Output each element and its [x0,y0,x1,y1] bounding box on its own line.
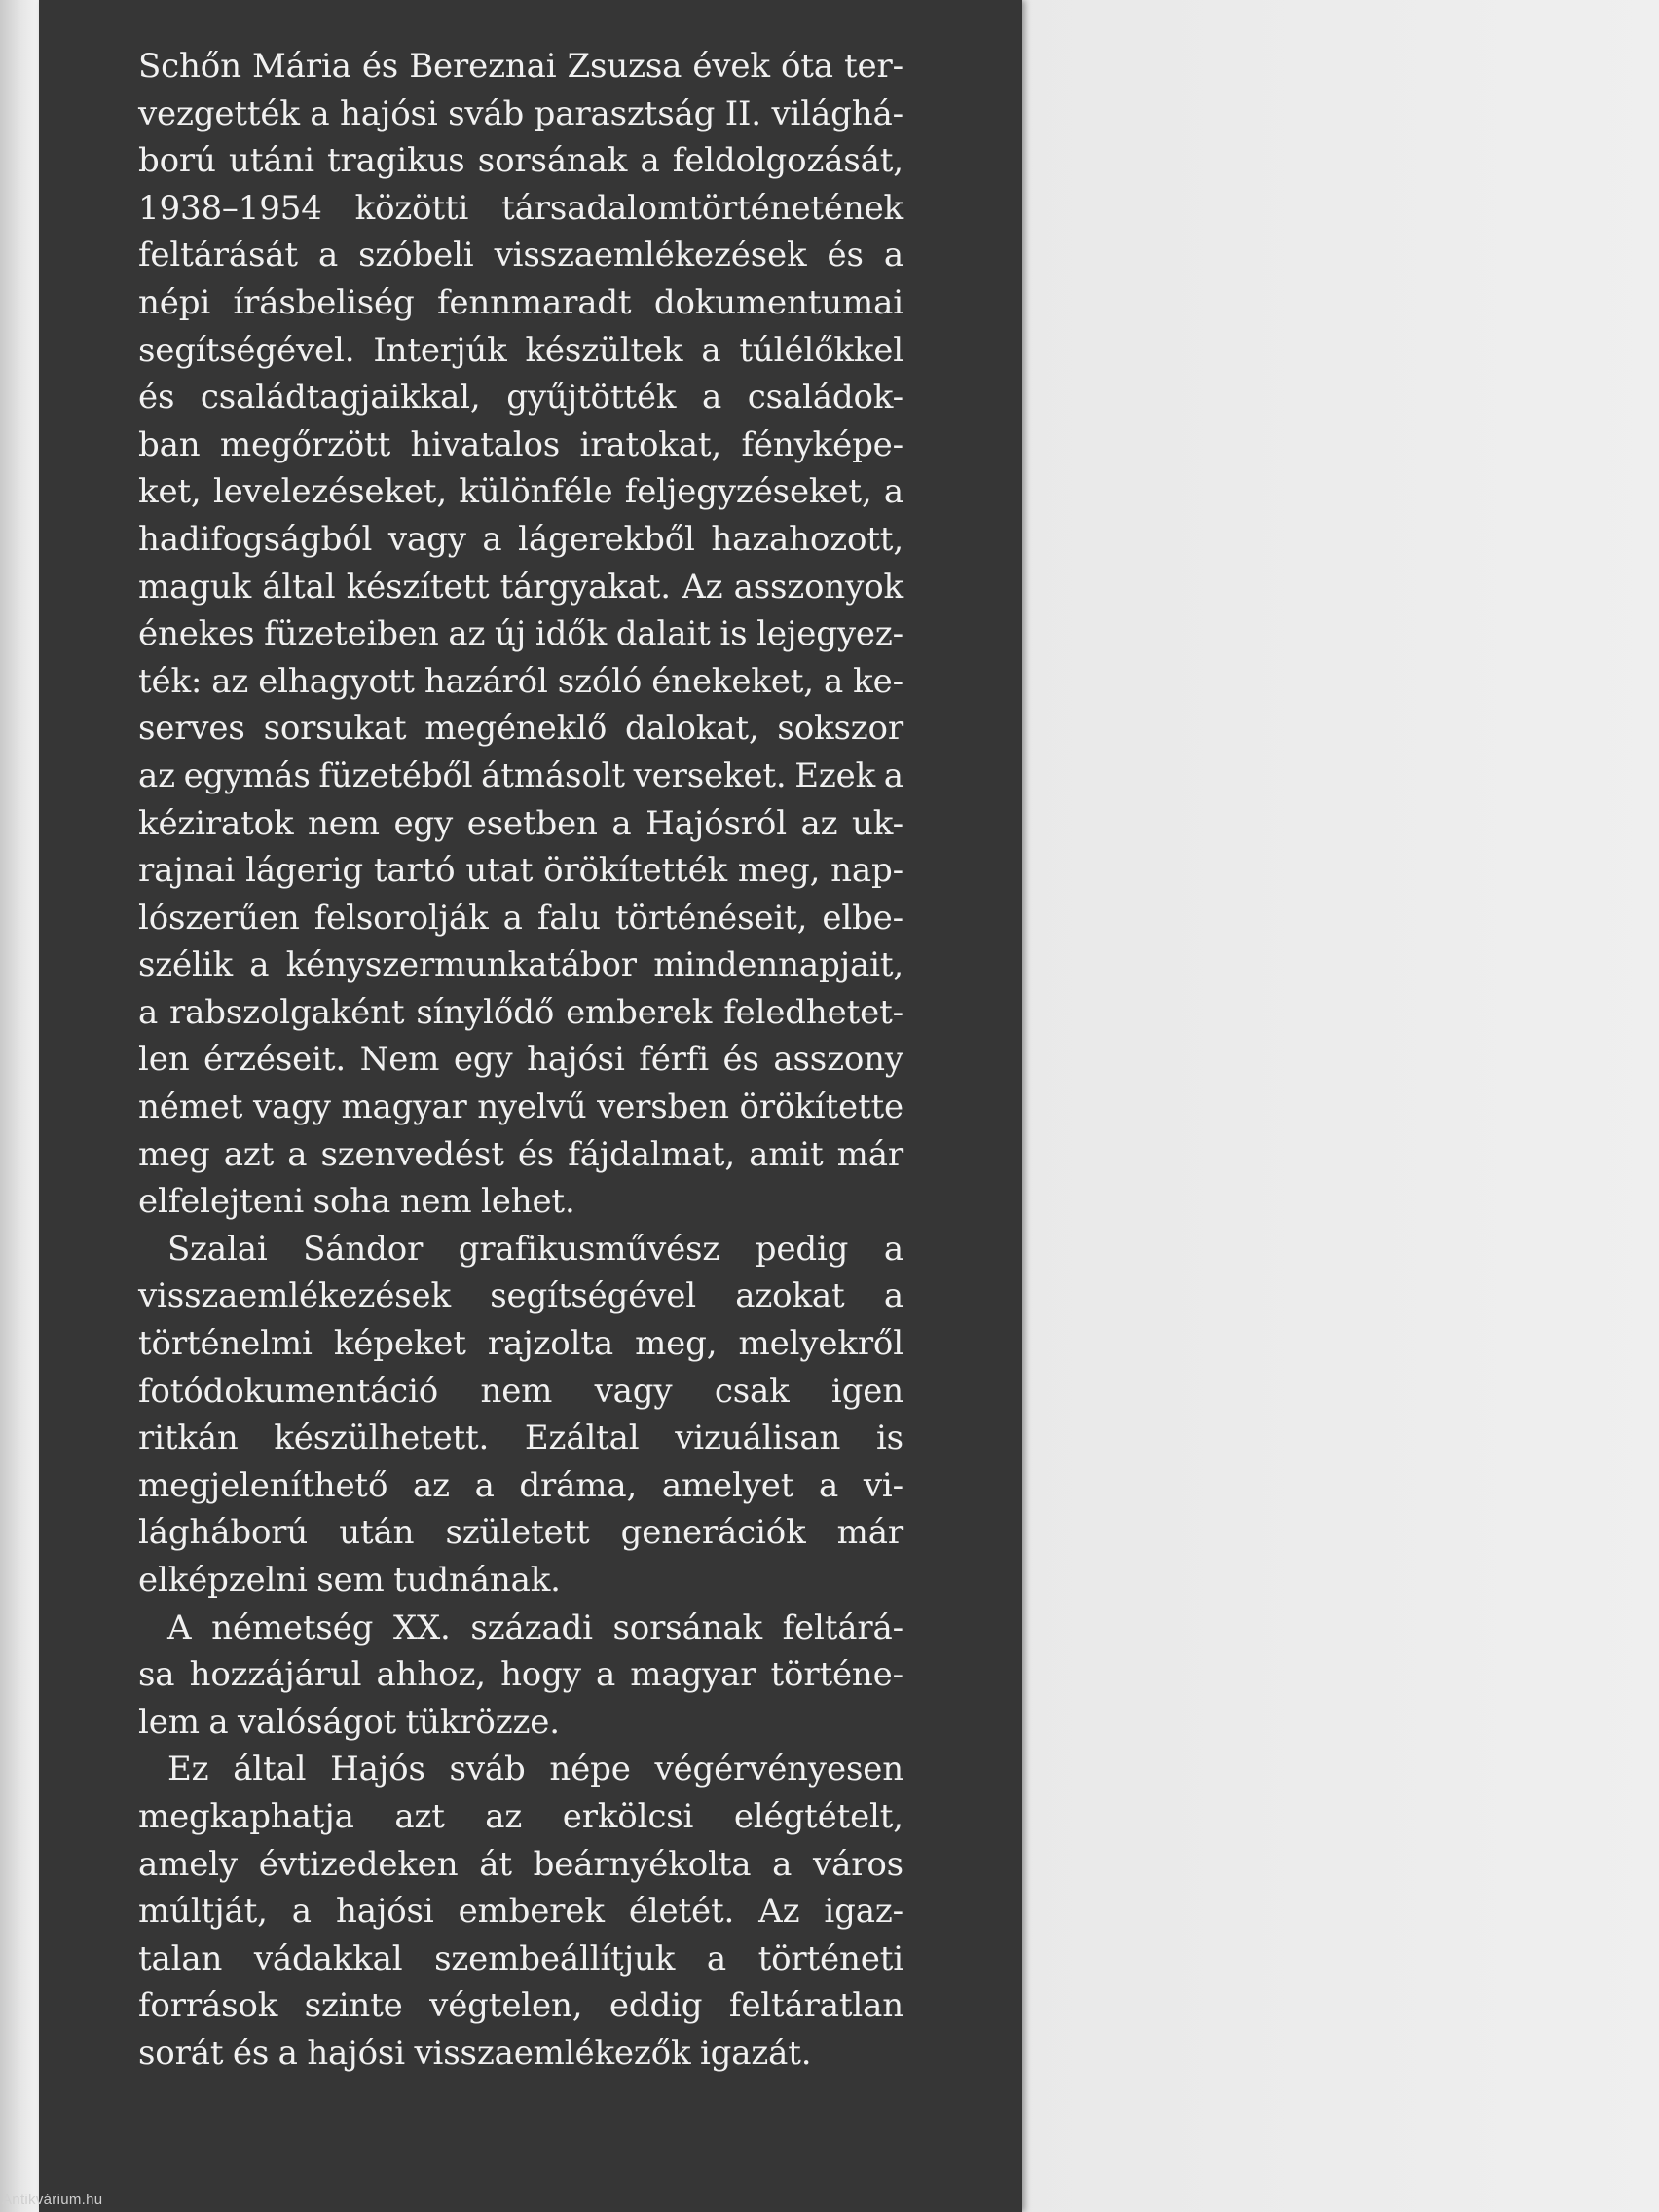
text-line: Schőn Mária és Bereznai Zsuzsa évek óta ter- [138,47,903,86]
text-line: szélik a kényszermunkatábor mindennapjait, [138,945,903,985]
text-line: az egymás füzetéből átmásolt verseket. Ezek a [138,756,903,795]
text-line: ban megőrzött hivatalos iratokat, fényképe- [138,424,903,464]
text-line: népi írásbeliség fennmaradt dokumentumai [138,282,903,322]
text-line: megkaphatja azt az erkölcsi elégtételt, [138,1796,903,1836]
text-line: ritkán készülhetett. Ezáltal vizuálisan is [138,1419,903,1458]
text-line: ték: az elhagyott hazáról szóló énekeket, a ke- [138,661,903,701]
text-line: történelmi képeket rajzolta meg, melyekről [138,1324,903,1364]
text-line: ket, levelezéseket, különféle feljegyzéseket, a [138,472,903,512]
text-line: lágháború után született generációk már [138,1513,903,1553]
text-line: hadifogságból vagy a lágerekből hazahozott, [138,519,903,559]
text-line: sa hozzájárul ahhoz, hogy a magyar történe- [138,1655,903,1695]
text-line: len érzéseit. Nem egy hajósi férfi és asszony [138,1040,903,1080]
text-line: ború utáni tragikus sorsának a feldolgozását, [138,141,903,181]
text-line: fotódokumentáció nem vagy csak igen [138,1371,903,1411]
text-line: maguk által készített tárgyakat. Az asszonyok [138,567,903,607]
text-line: rajnai lágerig tartó utat örökítették meg, nap- [138,851,903,891]
text-line: énekes füzeteiben az új idők dalait is lejegyez- [138,614,903,654]
text-line: múltját, a hajósi emberek életét. Az igaz- [138,1892,903,1932]
text-line: segítségével. Interjúk készültek a túlélőkkel [138,330,903,370]
text-line: megjeleníthető az a dráma, amelyet a vi- [138,1465,903,1505]
text-line: kéziratok nem egy esetben a Hajósról az uk- [138,803,903,843]
text-line: Szalai Sándor grafikusművész pedig a [167,1229,903,1269]
text-line: amely évtizedeken át beárnyékolta a város [138,1844,903,1884]
text-line: sorát és a hajósi visszaemlékezők igazát. [138,2033,812,2073]
text-line: források szinte végtelen, eddig feltáratlan [138,1986,903,2026]
page-edge [0,0,39,2212]
text-line: meg azt a szenvedést és fájdalmat, amit már [138,1134,903,1174]
text-line: 1938–1954 közötti társadalomtörténetének [138,188,903,228]
blurb-text [138,43,903,2078]
text-line: elfelejteni soha nem lehet. [138,1182,575,1222]
text-line: vezgették a hajósi sváb parasztság II. világhá- [138,93,903,133]
text-line: feltárását a szóbeli visszaemlékezések és a [138,236,903,276]
text-line: lószerűen felsorolják a falu történéseit, elbe- [138,898,903,938]
text-line: elképzelni sem tudnának. [138,1561,561,1600]
text-line: német vagy magyar nyelvű versben örökítette [138,1088,903,1127]
text-line: a rabszolgaként sínylődő emberek feledhetet- [138,992,903,1032]
text-line: lem a valóságot tükrözze. [138,1702,560,1742]
text-line: Ez által Hajós sváb népe végérvényesen [167,1750,903,1789]
text-line: és családtagjaikkal, gyűjtötték a családok- [138,378,903,418]
text-line: A németség XX. századi sorsának feltárá- [167,1607,903,1647]
text-line: visszaemlékezések segítségével azokat a [138,1276,903,1316]
text-line: talan vádakkal szembeállítjuk a történeti [138,1938,903,1978]
watermark-text: Antikvárium.hu [2,2192,103,2208]
text-line: serves sorsukat megéneklő dalokat, sokszor [138,709,903,749]
